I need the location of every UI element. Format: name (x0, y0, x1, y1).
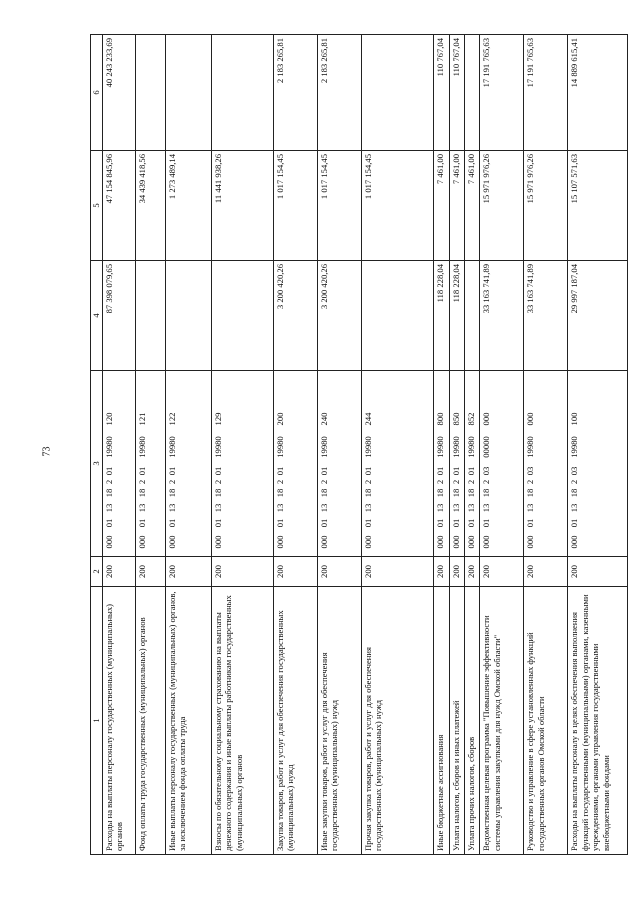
row-col5-value: 15 971 976,26 (524, 151, 568, 261)
row-classification-code (524, 371, 568, 557)
row-col4-value: 118 228,04 (449, 261, 464, 371)
table-row (103, 35, 136, 855)
code-segment: 19980 (318, 436, 329, 458)
code-segment: 2 (481, 479, 492, 485)
row-col6-value: 17 191 765,63 (524, 35, 568, 151)
code-segment: 000 (104, 535, 114, 549)
row-code: 200 (361, 557, 434, 587)
row-code: 200 (211, 557, 273, 587)
row-col4-value: 118 228,04 (434, 261, 449, 371)
code-segment: 2 (466, 479, 477, 485)
code-segment: 18 (166, 488, 177, 498)
row-name: Иные бюджетные ассигнования (434, 587, 449, 855)
row-col5-value: 47 154 845,96 (103, 151, 136, 261)
code-segment: 01 (466, 518, 477, 528)
code-segment: 2 (212, 479, 223, 485)
row-col6-value (465, 35, 480, 151)
code-segment: 03 (525, 466, 536, 476)
code-segment: 18 (481, 488, 492, 498)
code-segment: 000 (318, 535, 329, 549)
code-segment: 2 (318, 479, 329, 485)
row-code: 200 (449, 557, 464, 587)
code-segment: 000 (362, 535, 373, 549)
budget-table (90, 34, 628, 855)
code-segment: 000 (450, 535, 461, 549)
code-segment: 01 (450, 466, 461, 476)
code-segment: 01 (137, 518, 148, 528)
row-col5-value: 11 441 938,26 (211, 151, 273, 261)
code-segment: 2 (104, 479, 114, 485)
row-col6-value (165, 35, 211, 151)
header-cell: 1 (91, 587, 103, 855)
row-classification-code (361, 371, 434, 557)
row-name: Закупка товаров, работ и услуг для обеспечения государственных (муниципальных) нужд (273, 587, 317, 855)
table-row (434, 35, 449, 855)
row-col6-value: 17 191 765,63 (480, 35, 524, 151)
row-code: 200 (434, 557, 449, 587)
table-row (273, 35, 317, 855)
header-cell: 5 (91, 151, 103, 261)
row-col5-value: 7 461,00 (449, 151, 464, 261)
row-classification-code (465, 371, 480, 557)
header-cell: 6 (91, 35, 103, 151)
table-row (449, 35, 464, 855)
code-segment: 01 (525, 518, 536, 528)
code-segment: 01 (104, 518, 114, 528)
code-segment: 01 (362, 518, 373, 528)
row-col4-value (211, 261, 273, 371)
code-segment: 13 (525, 503, 536, 513)
code-segment: 18 (569, 488, 580, 498)
row-name: Иные закупки товаров, работ и услуг для обеспечения государственных (муниципальных) нужд (317, 587, 361, 855)
code-segment: 13 (362, 503, 373, 513)
row-name: Взносы по обязательному социальному страхованию на выплаты денежного содержания и иные выплаты работникам государственных (муниципальных) органов (211, 587, 273, 855)
code-segment: 2 (435, 479, 446, 485)
header-row (91, 35, 103, 855)
code-segment: 03 (481, 466, 492, 476)
code-segment: 18 (212, 488, 223, 498)
code-segment: 01 (274, 466, 285, 476)
code-segment: 03 (569, 466, 580, 476)
code-segment: 18 (450, 488, 461, 498)
row-col6-value: 2 183 265,81 (273, 35, 317, 151)
row-col4-value: 29 997 187,04 (568, 261, 628, 371)
row-col4-value: 33 163 741,89 (480, 261, 524, 371)
code-segment: 19980 (450, 436, 461, 458)
code-segment: 000 (137, 535, 148, 549)
code-segment: 13 (481, 503, 492, 513)
code-segment: 000 (481, 535, 492, 549)
row-name: Уплата налогов, сборов и иных платежей (449, 587, 464, 855)
code-segment: 01 (362, 466, 373, 476)
row-name: Фонд оплаты труда государственных (муниципальных) органов (136, 587, 166, 855)
code-segment: 122 (166, 412, 177, 426)
row-col5-value: 7 461,00 (434, 151, 449, 261)
row-name: Руководство и управление в сфере установленных функций государственных органов Омской области (524, 587, 568, 855)
row-col6-value: 110 767,04 (434, 35, 449, 151)
code-segment: 19980 (274, 436, 285, 458)
code-segment: 2 (569, 479, 580, 485)
code-segment: 01 (166, 466, 177, 476)
code-segment: 18 (466, 488, 477, 498)
rotated-table-container (90, 35, 628, 855)
code-segment: 18 (274, 488, 285, 498)
code-segment: 000 (274, 535, 285, 549)
code-segment: 000 (435, 535, 446, 549)
code-segment: 18 (435, 488, 446, 498)
code-segment: 13 (274, 503, 285, 513)
row-code: 200 (273, 557, 317, 587)
code-segment: 13 (569, 503, 580, 513)
row-col5-value: 34 439 418,56 (136, 151, 166, 261)
row-name: Расходы на выплаты персоналу в целях обеспечения выполнения функций государственными (муниципальными) органами, казенными учреждениями, органами управления государственными внебюджетными фондами (568, 587, 628, 855)
code-segment: 18 (525, 488, 536, 498)
row-classification-code (165, 371, 211, 557)
row-classification-code (136, 371, 166, 557)
table-row (317, 35, 361, 855)
header-cell: 2 (91, 557, 103, 587)
row-name: Расходы на выплаты персоналу государственных (муниципальных) органов (103, 587, 136, 855)
row-col4-value (361, 261, 434, 371)
row-col5-value: 1 273 489,14 (165, 151, 211, 261)
row-col5-value: 1 017 154,45 (361, 151, 434, 261)
code-segment: 850 (450, 412, 461, 426)
code-segment: 2 (362, 479, 373, 485)
row-col4-value: 87 398 079,65 (103, 261, 136, 371)
row-name: Прочая закупка товаров, работ и услуг для обеспечения государственных (муниципальных) нужд (361, 587, 434, 855)
row-col4-value (136, 261, 166, 371)
code-segment: 2 (525, 479, 536, 485)
code-segment: 000 (212, 535, 223, 549)
code-segment: 13 (104, 503, 114, 513)
row-code: 200 (317, 557, 361, 587)
code-segment: 800 (435, 412, 446, 426)
code-segment: 01 (166, 518, 177, 528)
code-segment: 19980 (362, 436, 373, 458)
code-segment: 01 (318, 466, 329, 476)
code-segment: 19980 (435, 436, 446, 458)
row-col5-value: 15 107 571,63 (568, 151, 628, 261)
row-col6-value (211, 35, 273, 151)
code-segment: 200 (274, 412, 285, 426)
table-row (465, 35, 480, 855)
code-segment: 13 (166, 503, 177, 513)
code-segment: 13 (450, 503, 461, 513)
code-segment: 000 (525, 535, 536, 549)
code-segment: 121 (137, 412, 148, 426)
row-col5-value: 7 461,00 (465, 151, 480, 261)
row-classification-code (480, 371, 524, 557)
code-segment: 01 (466, 466, 477, 476)
code-segment: 19980 (166, 436, 177, 458)
code-segment: 01 (137, 466, 148, 476)
row-classification-code (273, 371, 317, 557)
row-col5-value: 1 017 154,45 (317, 151, 361, 261)
header-cell: 4 (91, 261, 103, 371)
table-row (568, 35, 628, 855)
row-col6-value (136, 35, 166, 151)
row-col4-value: 3 200 420,26 (317, 261, 361, 371)
row-col5-value: 15 971 976,26 (480, 151, 524, 261)
code-segment: 13 (435, 503, 446, 513)
row-col4-value: 3 200 420,26 (273, 261, 317, 371)
row-col4-value (465, 261, 480, 371)
code-segment: 19980 (569, 436, 580, 458)
code-segment: 13 (137, 503, 148, 513)
code-segment: 13 (466, 503, 477, 513)
row-code: 200 (165, 557, 211, 587)
code-segment: 100 (569, 412, 580, 426)
table-row (480, 35, 524, 855)
row-code: 200 (465, 557, 480, 587)
row-code: 200 (568, 557, 628, 587)
code-segment: 01 (318, 518, 329, 528)
row-code: 200 (480, 557, 524, 587)
page-number: 73 (41, 446, 53, 457)
code-segment: 19980 (466, 436, 477, 458)
code-segment: 18 (137, 488, 148, 498)
row-name: Ведомственная целевая программа "Повышение эффективности системы управления закупками для нужд Омской области" (480, 587, 524, 855)
code-segment: 18 (318, 488, 329, 498)
table-row (361, 35, 434, 855)
code-segment: 000 (481, 412, 492, 426)
code-segment: 01 (435, 518, 446, 528)
code-segment: 852 (466, 412, 477, 426)
header-cell: 3 (91, 371, 103, 557)
row-col6-value: 2 183 265,81 (317, 35, 361, 151)
code-segment: 2 (450, 479, 461, 485)
row-col6-value: 40 243 233,69 (103, 35, 136, 151)
code-segment: 19980 (212, 436, 223, 458)
row-classification-code (317, 371, 361, 557)
row-classification-code (449, 371, 464, 557)
row-col6-value: 14 889 615,41 (568, 35, 628, 151)
code-segment: 01 (435, 466, 446, 476)
code-segment: 01 (569, 518, 580, 528)
code-segment: 01 (212, 466, 223, 476)
table-row (524, 35, 568, 855)
code-segment: 01 (481, 518, 492, 528)
code-segment: 000 (166, 535, 177, 549)
code-segment: 000 (466, 535, 477, 549)
row-name: Уплата прочих налогов, сборов (465, 587, 480, 855)
code-segment: 120 (104, 412, 114, 426)
code-segment: 01 (450, 518, 461, 528)
code-segment: 19980 (525, 436, 536, 458)
code-segment: 01 (274, 518, 285, 528)
code-segment: 000 (569, 535, 580, 549)
row-classification-code (434, 371, 449, 557)
code-segment: 129 (212, 412, 223, 426)
row-col4-value (165, 261, 211, 371)
code-segment: 19980 (137, 436, 148, 458)
row-col6-value (361, 35, 434, 151)
code-segment: 19980 (104, 436, 114, 458)
table-row (211, 35, 273, 855)
table-row (136, 35, 166, 855)
row-classification-code (103, 371, 136, 557)
row-code: 200 (136, 557, 166, 587)
row-name: Иные выплаты персоналу государственных (муниципальных) органов, за исключением фонда оплаты труда (165, 587, 211, 855)
row-col5-value: 1 017 154,45 (273, 151, 317, 261)
code-segment: 244 (362, 412, 373, 426)
code-segment: 18 (104, 488, 114, 498)
code-segment: 13 (212, 503, 223, 513)
row-classification-code (211, 371, 273, 557)
row-code: 200 (524, 557, 568, 587)
code-segment: 000 (525, 412, 536, 426)
row-col4-value: 33 163 741,89 (524, 261, 568, 371)
row-col6-value: 110 767,04 (449, 35, 464, 151)
row-code: 200 (103, 557, 136, 587)
code-segment: 01 (104, 466, 114, 476)
code-segment: 2 (166, 479, 177, 485)
code-segment: 00000 (481, 436, 492, 458)
code-segment: 01 (212, 518, 223, 528)
row-classification-code (568, 371, 628, 557)
code-segment: 2 (274, 479, 285, 485)
code-segment: 18 (362, 488, 373, 498)
code-segment: 240 (318, 412, 329, 426)
table-row (165, 35, 211, 855)
code-segment: 2 (137, 479, 148, 485)
code-segment: 13 (318, 503, 329, 513)
